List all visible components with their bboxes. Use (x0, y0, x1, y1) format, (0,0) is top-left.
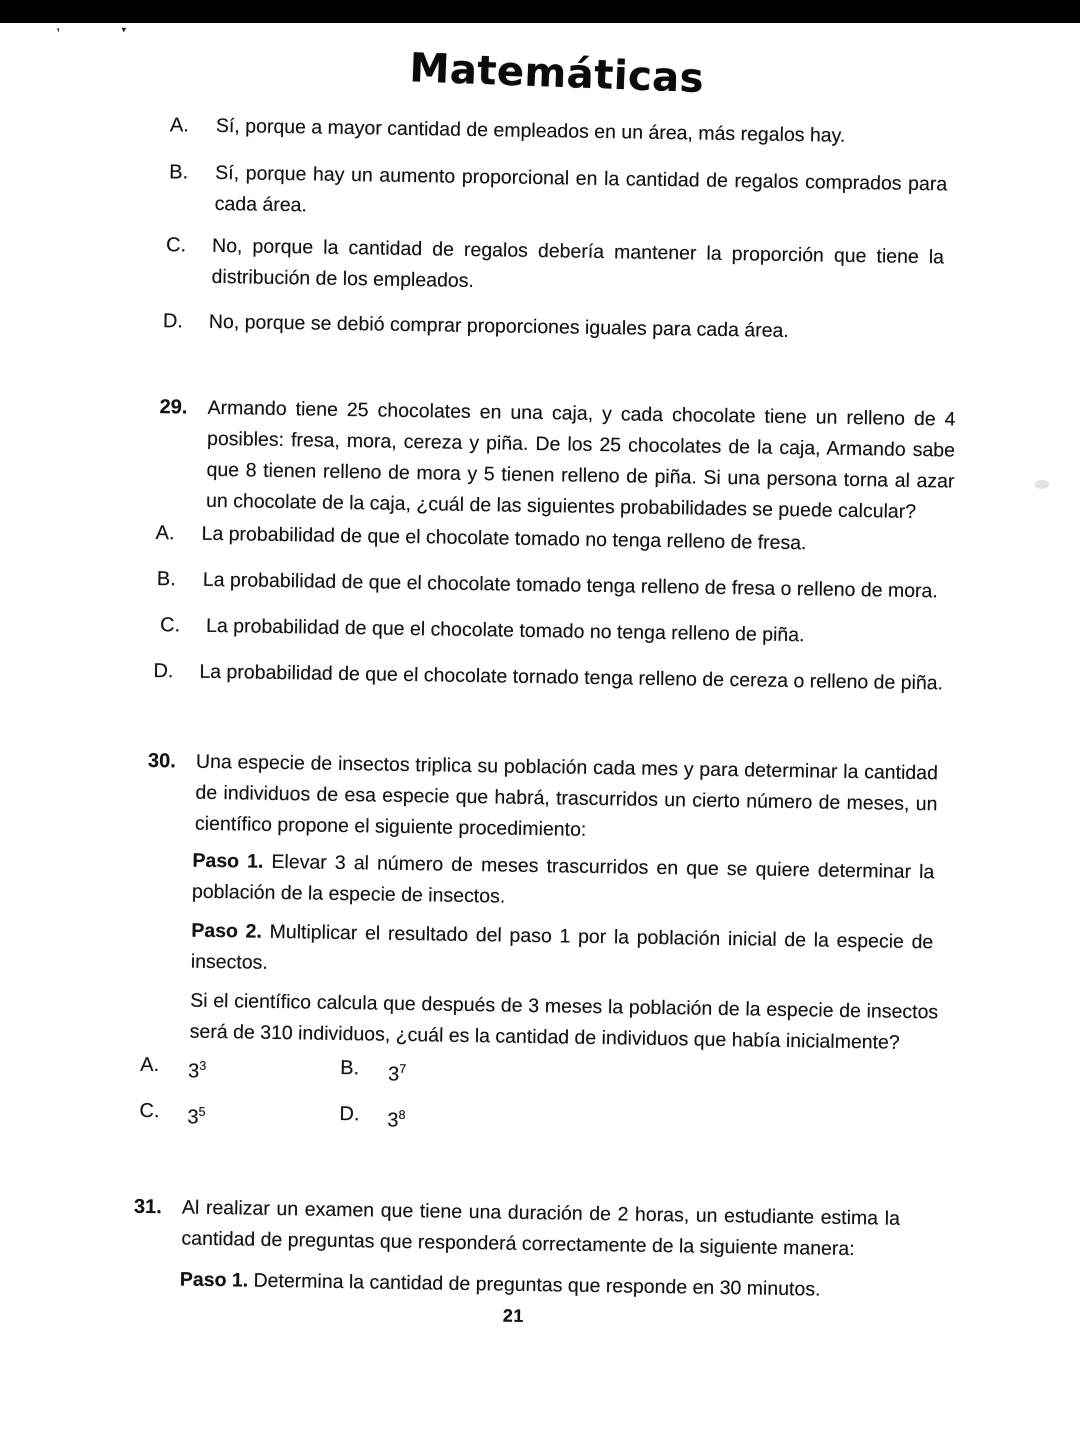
option-letter: A. (155, 522, 175, 545)
option-value: $3^7$ (387, 1061, 407, 1086)
q30-option-b (340, 1053, 407, 1091)
step-text: Determina la cantidad de preguntas que responde en 30 minutos. (253, 1269, 821, 1301)
q30-option-c (139, 1096, 206, 1134)
option-letter: B. (340, 1056, 360, 1080)
scan-smudge (1034, 480, 1049, 489)
question-30 (147, 746, 938, 851)
q30-step-1 (192, 846, 935, 920)
intro-option-c (165, 230, 944, 304)
option-letter: C. (159, 614, 181, 637)
option-letter: A. (140, 1053, 160, 1077)
q31-step-1 (180, 1265, 922, 1308)
page-title: Matemáticas (408, 45, 705, 103)
step-label: Paso 2. (191, 919, 270, 943)
option-text: La probabilidad de que el chocolate tomado no tenga relleno de fresa. (201, 522, 807, 555)
option-text: Sí, porque a mayor cantidad de empleados en un área, más regalos hay. (215, 114, 846, 147)
q29-option-b (157, 564, 938, 607)
option-value: $3^5$ (187, 1104, 206, 1129)
option-letter: B. (156, 568, 176, 591)
option-value: $3^3$ (187, 1058, 207, 1083)
step-label: Paso 1. (179, 1268, 254, 1292)
q29-option-c (160, 610, 805, 651)
option-letter: D. (162, 310, 184, 333)
page-number: 21 (502, 1305, 525, 1326)
intro-option-b (169, 157, 948, 231)
question-31 (133, 1192, 900, 1266)
option-text: La probabilidad de que el chocolate tomado tenga relleno de fresa o relleno de mora. (202, 568, 938, 603)
step-text: Elevar 3 al número de meses trascurridos en que se quiere determinar la población de la especie de insectos. (191, 850, 935, 908)
q30-step-2 (191, 916, 934, 990)
option-text: La probabilidad de que el chocolate tornado tenga relleno de cereza o relleno de piña. (199, 660, 944, 695)
step-text: Multiplicar el resultado del paso 1 por la población inicial de la especie de insectos. (190, 920, 934, 974)
option-text: No, porque se debió comprar proporciones iguales para cada área. (208, 310, 789, 342)
option-letter: D. (153, 660, 174, 683)
option-letter: B. (169, 161, 189, 184)
q30-question-text (190, 986, 939, 1060)
question-text: Si el científico calcula que después de 3 meses la población de la especie de insectos será de 310 individuos, ¿cuál es la cantidad de individuos que había inicialmente? (189, 989, 939, 1054)
scan-speck-icon: ʼ (55, 25, 63, 40)
question-number: 30. (147, 749, 176, 773)
intro-option-a (170, 110, 846, 152)
option-text: Sí, porque hay un aumento proporcional en la cantidad de regalos comprados para cada área. (214, 161, 948, 217)
option-letter: C. (139, 1099, 160, 1123)
option-letter: D. (339, 1102, 360, 1126)
q30-option-d (339, 1099, 406, 1137)
question-text: Una especie de insectos triplica su población cada mes y para determinar la cantidad de individuos de esa especie que habrá, trascurridos un cierto número de meses, un científico propone el siguiente procedimiento: (194, 750, 939, 841)
option-text: La probabilidad de que el chocolate tomado no tenga relleno de piña. (205, 614, 805, 647)
question-29 (158, 392, 956, 528)
q30-option-a (140, 1050, 207, 1088)
question-number: 29. (159, 396, 188, 419)
option-letter: A. (169, 114, 190, 137)
scan-speck-icon: ▾ (121, 24, 127, 35)
option-letter: C. (165, 234, 187, 257)
question-text: Armando tiene 25 chocolates en una caja, y cada chocolate tiene un relleno de 4 posibles: fresa, mora, cereza y piña. De los 25 chocolates de la caja, Armando sabe que 8 tienen relleno de mora y 5 tienen relleno de piña. Si una persona torna al azar un chocolate de la caja, ¿cuál de las siguientes probabilidades se puede calcular? (205, 396, 956, 523)
question-number: 31. (133, 1195, 162, 1219)
step-label: Paso 1. (192, 849, 272, 873)
question-text: Al realizar un examen que tiene una duración de 2 horas, un estudiante estima la cantidad de preguntas que responderá correctamente de la siguiente manera: (181, 1196, 901, 1261)
intro-option-d (163, 306, 789, 347)
q29-option-d (153, 656, 943, 699)
option-text: No, porque la cantidad de regalos debería mantener la proporción que tiene la distribución de los empleados. (211, 234, 945, 292)
option-value: $3^8$ (387, 1107, 406, 1132)
